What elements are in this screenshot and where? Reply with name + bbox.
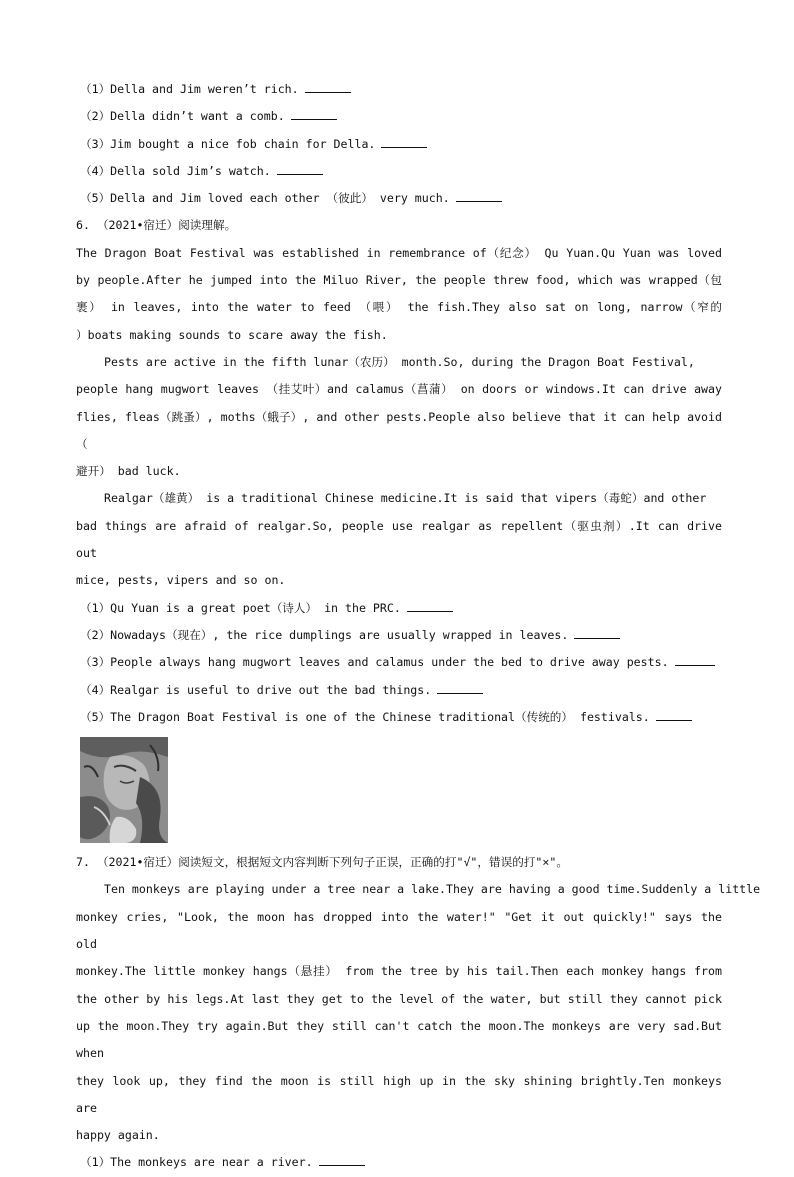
document-page [76, 76, 761, 1177]
s5-item-3: （3）Jim bought a nice fob chain for Della. [76, 131, 722, 158]
s6-item-1: （1）Qu Yuan is a great poet（诗人） in the PRC. [76, 595, 722, 622]
s7-para-line: Ten monkeys are playing under a tree near a lake.They are having a good time.Suddenly a little [104, 882, 761, 897]
s6-para2-line: 避开） bad luck. [76, 464, 181, 479]
s6-para1-line: The Dragon Boat Festival was established in remembrance of（纪念） Qu Yuan.Qu Yuan was loved [76, 245, 722, 260]
s6-para2-line: people hang mugwort leaves （挂艾叶）and calamus（菖蒲） on doors or windows.It can drive away [76, 382, 722, 397]
s5-item-4: （4）Della sold Jim’s watch. [76, 158, 722, 185]
answer-blank[interactable] [456, 191, 502, 202]
answer-blank[interactable] [291, 109, 337, 120]
s7-header: 7. （2021•宿迁）阅读短文，根据短文内容判断下列句子正误，正确的打"√"，错误的打"×"。 [76, 855, 568, 870]
s5-item-2: （2）Della didn’t want a comb. [76, 103, 722, 130]
answer-blank[interactable] [277, 164, 323, 175]
s6-para1-line: ）boats making sounds to scare away the fish. [76, 327, 388, 342]
s5-item-1: （1）Della and Jim weren’t rich. [76, 76, 722, 103]
s6-item-3: （3）People always hang mugwort leaves and calamus under the bed to drive away pests. [76, 649, 722, 676]
s7-para-line: monkey.The little monkey hangs（悬挂） from the tree by his tail.Then each monkey hangs from [76, 964, 722, 979]
answer-blank[interactable] [407, 601, 453, 612]
qu-yuan-illustration [80, 737, 168, 843]
s5-item-5: （5）Della and Jim loved each other （彼此） very much. [76, 185, 722, 212]
s6-item-5: （5）The Dragon Boat Festival is one of the Chinese traditional（传统的） festivals. [76, 704, 722, 731]
s6-para3-line: bad things are afraid of realgar.So, people use realgar as repellent（驱虫剂）.It can drive out [76, 518, 722, 561]
s7-item-1: （1）The monkeys are near a river. [76, 1149, 722, 1176]
answer-blank[interactable] [319, 1155, 365, 1166]
s6-para3-line: mice, pests, vipers and so on. [76, 573, 286, 588]
s6-para3-line: Realgar（雄黄） is a traditional Chinese medicine.It is said that vipers（毒蛇）and other [104, 491, 707, 506]
s6-para2-line: Pests are active in the fifth lunar（农历） month.So, during the Dragon Boat Festival, [104, 354, 695, 369]
answer-blank[interactable] [675, 655, 715, 666]
s6-item-4: （4）Realgar is useful to drive out the bad things. [76, 677, 722, 704]
s6-para1-line: 裹） in leaves, into the water to feed （喂） the fish.They also sat on long, narrow（窄的 [76, 300, 722, 315]
s7-para-line: happy again. [76, 1128, 160, 1143]
s6-para1-line: by people.After he jumped into the Miluo River, the people threw food, which was wrapped（包 [76, 273, 722, 288]
s6-para2-line: flies, fleas（跳蚤）, moths（蛾子）, and other pests.People also believe that it can help avoid（ [76, 409, 722, 451]
s7-para-line: the other by his legs.At last they get to the level of the water, but still they cannot pick [76, 991, 722, 1006]
answer-blank[interactable] [656, 710, 692, 721]
answer-blank[interactable] [574, 628, 620, 639]
s7-para-line: up the moon.They try again.But they still can't catch the moon.The monkeys are very sad.But when [76, 1018, 722, 1061]
s7-para-line: monkey cries, "Look, the moon has dropped into the water!" "Get it out quickly!" says the old [76, 909, 722, 952]
s6-header: 6. （2021•宿迁）阅读理解。 [76, 218, 237, 233]
s7-para-line: they look up, they find the moon is still high up in the sky shining brightly.Ten monkeys are [76, 1073, 722, 1115]
s6-item-2: （2）Nowadays（现在）, the rice dumplings are usually wrapped in leaves. [76, 622, 722, 649]
answer-blank[interactable] [437, 683, 483, 694]
answer-blank[interactable] [381, 137, 427, 148]
answer-blank[interactable] [305, 82, 351, 93]
